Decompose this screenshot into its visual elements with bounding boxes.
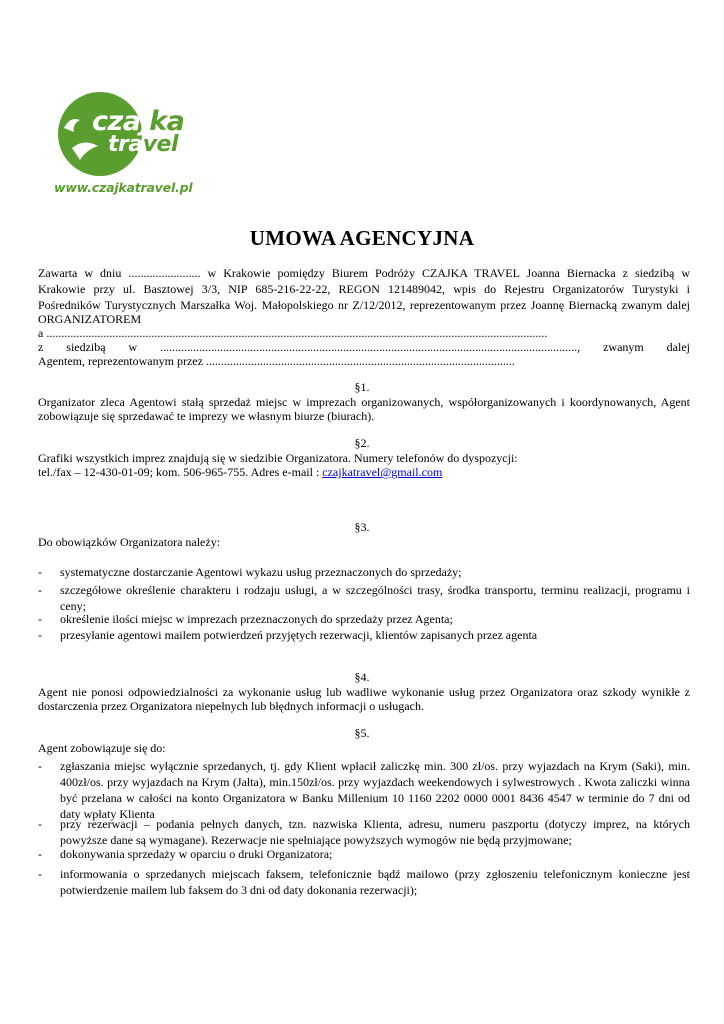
document-title: UMOWA AGENCYJNA [249, 226, 475, 250]
logo-url: www.czajkatravel.pl [54, 180, 193, 195]
section-1-line-2: zobowiązuje się sprzedawać te imprezy we własnym biurze (biurach). [38, 409, 375, 423]
section-3-lead: Do obowiązków Organizatora należy: [38, 535, 221, 549]
list-item: - określenie ilości miejsc w imprezach przeznaczonych do sprzedaży przez Agenta; [38, 612, 453, 626]
bullet-dash: - [38, 817, 42, 831]
intro-line-4: ORGANIZATOREM [38, 312, 142, 326]
logo-wordmark-travel: travel [108, 132, 179, 157]
czajka-travel-logo [50, 88, 210, 200]
intro-line-3: Pośredników Turystycznych Marszałka Woj. Małopolskiego nr Z/12/2012, reprezentowanym przez Joannę Biernacką zwanym dalej [38, 298, 690, 312]
section-2-line-2: tel./fax – 12-430-01-09; kom. 506-965-755. Adres e-mail : czajkatravel@gmail.com [38, 465, 443, 479]
section-4-line-2: dostarczenia przez Organizatora niepełnych lub błędnych informacji o usługach. [38, 699, 424, 713]
section-2-line-1: Grafiki wszystkich imprez znajdują się w siedzibie Organizatora. Numery telefonów do dyspozycji: [38, 451, 518, 465]
list-item: - informowania o sprzedanych miejscach faksem, telefonicznie bądź mailowo (przy zgłoszeniu telefonicznym konieczne jest potwierdzenie mailem lub faksem do 3 dni od daty dokonania rezerwacji); [38, 867, 690, 897]
list-item: - zgłaszania miejsc wyłącznie sprzedanych, tj. gdy Klient wpłacił zaliczkę min. 300 zł/os. przy wyjazdach na Krym (Saki), min. 400zł/os. przy wyjazdach na Krym (Jałta), min.150zł/os. przy wyjazdach weekendowych i sylwestrowych . Kwota zaliczki winna być przelana w całości na konto Organizatora w Banku Millenium 10 1160 2202 0000 0001 8436 4547 w terminie do 7 dni od daty wpłaty Klienta [38, 759, 690, 821]
bullet-dash: - [38, 565, 42, 579]
email-link[interactable]: czajkatravel@gmail.com [322, 465, 443, 479]
list-item: - przesyłanie agentowi mailem potwierdzeń przyjętych rezerwacji, klientów zapisanych przez agenta [38, 628, 538, 642]
list-item: - systematyczne dostarczanie Agentowi wykazu usług przeznaczonych do sprzedaży; [38, 565, 462, 579]
bullet-dash: - [38, 612, 42, 626]
list-item: - szczegółowe określenie charakteru i rodzaju usługi, a w szczególności trasy, środka transportu, terminu realizacji, programu i ceny; [38, 583, 690, 613]
intro-line-7: Agentem, reprezentowanym przez ....................................................................................................... [38, 354, 515, 368]
intro-line-1: Zawarta w dniu ........................ w Krakowie pomiędzy Biurem Podróży CZAJKA TRAVEL Joanna Biernacka z siedzibą w [38, 266, 690, 280]
section-5-heading: §5. [354, 726, 370, 740]
intro-line-2: Krakowie przy ul. Basztowej 3/3, NIP 685-216-22-22, REGON 121489042, wpis do Rejestru Organizatorów Turystyki i [38, 282, 690, 296]
logo-wordmark-czajka: czajka [92, 106, 185, 137]
section-1-line-1: Organizator zleca Agentowi stałą sprzedaż miejsc w imprezach organizowanych, współorganizowanych i koordynowanych, Agent [38, 395, 690, 409]
section-5-lead: Agent zobowiązuje się do: [38, 741, 166, 755]
bullet-dash: - [38, 847, 42, 861]
section-3-heading: §3. [354, 520, 370, 534]
intro-line-5: a ....................................................................................................................................................................... [38, 326, 548, 340]
list-item: - dokonywania sprzedaży w oparciu o druki Organizatora; [38, 847, 333, 861]
bullet-dash: - [38, 759, 42, 773]
section-2-heading: §2. [354, 436, 370, 450]
section-4-heading: §4. [354, 670, 370, 684]
bullet-dash: - [38, 867, 42, 881]
section-4-line-1: Agent nie ponosi odpowiedzialności za wykonanie usług lub wadliwe wykonanie usług przez Organizatora oraz szkody wynikłe z [38, 685, 690, 699]
bullet-dash: - [38, 628, 42, 642]
list-item: - przy rezerwacji – podania pełnych danych, tzn. nazwiska Klienta, adresu, numeru paszportu (dotyczy imprez, na których powyższe dane są wymagane). Rezerwacje nie spełniające powyższych wymogów nie będą przyjmowane; [38, 817, 690, 847]
intro-line-6: z siedzibą w ..........................................................................................................................................., zwanym dalej [38, 340, 690, 354]
bullet-dash: - [38, 583, 42, 597]
section-1-heading: §1. [354, 380, 370, 394]
